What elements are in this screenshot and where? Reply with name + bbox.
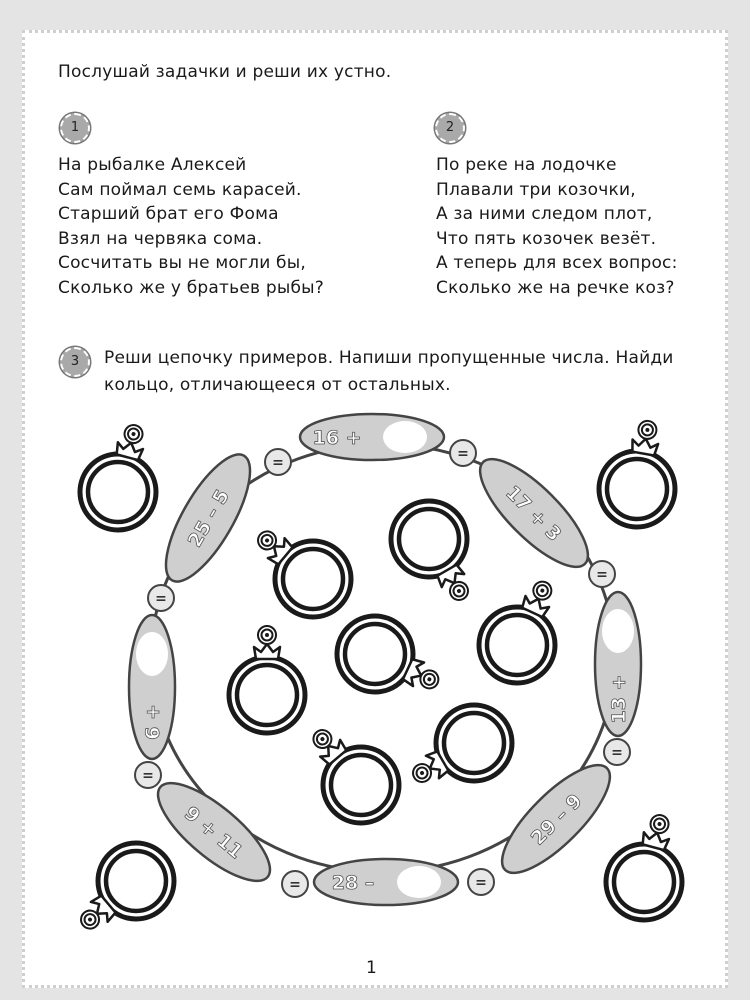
oval-25-minus-5: [150, 443, 265, 593]
task-1-badge: 1: [60, 113, 90, 143]
equals-sign: =: [611, 745, 623, 761]
ring: [307, 724, 399, 823]
equals-sign: =: [272, 455, 284, 471]
equals-sign: =: [289, 877, 301, 893]
oval-13-plus: [595, 592, 641, 736]
task-2-badge: 2: [435, 113, 465, 143]
task-1-line: Сосчитать вы не могли бы,: [58, 253, 306, 274]
equals-marker: [468, 869, 494, 895]
ring: [391, 501, 475, 605]
equals-marker: [135, 762, 161, 788]
page-number: 1: [366, 958, 377, 978]
oval-text: 16 +: [312, 427, 362, 449]
ring: [479, 577, 558, 683]
equals-sign: =: [142, 768, 154, 784]
equals-sign: =: [475, 875, 487, 891]
ring: [229, 626, 305, 733]
instruction-text: Послушай задачки и реши их устно.: [58, 62, 392, 82]
task-1-line: Старший брат его Фома: [58, 204, 279, 225]
equals-sign: =: [596, 567, 608, 583]
oval-text: 17 + 3: [501, 481, 566, 546]
oval-text: 6 +: [142, 704, 164, 740]
task-3-badge: 3: [60, 347, 90, 377]
task-2-line: А теперь для всех вопрос:: [436, 253, 678, 274]
task-2-line: Плавали три козочки,: [436, 179, 636, 200]
oval-text: 13 +: [608, 674, 630, 724]
equals-marker: [282, 871, 308, 897]
ring: [606, 812, 682, 920]
task-1-line: Взял на червяка сома.: [58, 228, 263, 249]
oval-text: 28 –: [331, 872, 375, 894]
ring: [252, 525, 351, 617]
task-2-line: А за ними следом плот,: [436, 204, 653, 225]
oval-29-minus-9: [487, 750, 624, 887]
task-2-line: Что пять козочек везёт.: [436, 228, 657, 249]
ring: [408, 705, 512, 789]
equals-marker: [148, 585, 174, 611]
task-1-line: На рыбалке Алексей: [58, 155, 247, 175]
task-1-line: Сколько же у братьев рыбы?: [58, 277, 324, 298]
oval-16-plus: [300, 414, 444, 460]
equals-sign: =: [457, 446, 469, 462]
task-1-line: Сам поймал семь карасей.: [58, 179, 302, 200]
equals-marker: [589, 561, 615, 587]
ring: [75, 843, 174, 935]
oval-text: 9 + 11: [179, 802, 247, 864]
equals-sign: =: [155, 591, 167, 607]
ring: [599, 419, 675, 527]
equals-marker: [450, 440, 476, 466]
task-2-line: По реке на лодочке: [436, 155, 617, 175]
equals-marker: [265, 449, 291, 475]
oval-text: 25 – 5: [183, 485, 234, 552]
ring: [80, 422, 156, 530]
oval-text: 29 – 9: [526, 789, 587, 850]
oval-28-minus: [314, 859, 458, 905]
task-2-line: Сколько же на речке коз?: [436, 277, 675, 298]
oval-6-plus: [129, 615, 175, 759]
ring: [337, 616, 443, 695]
oval-17-plus-3: [465, 444, 602, 581]
equals-marker: [604, 739, 630, 765]
task-3-text: Реши цепочку примеров. Напиши пропущенные числа. Найди кольцо, отличающееся от остальных.: [104, 348, 674, 395]
